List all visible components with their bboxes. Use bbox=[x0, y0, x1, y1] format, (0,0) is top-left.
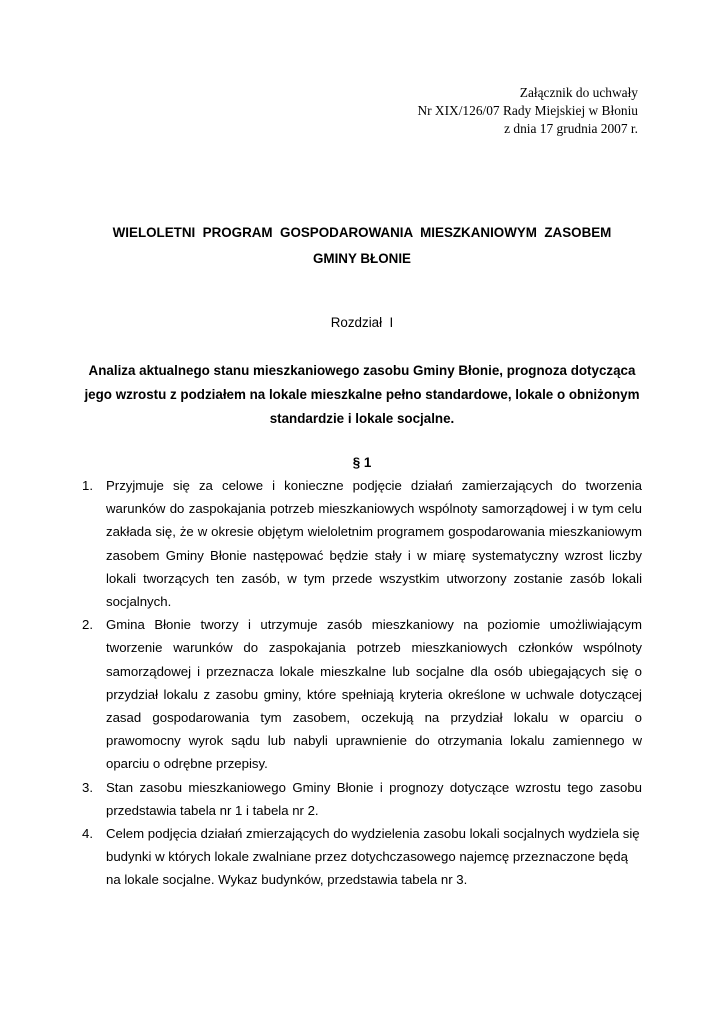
annex-line-1: Załącznik do uchwały bbox=[519, 85, 638, 100]
list-item-number: 3. bbox=[82, 779, 93, 795]
title-line-1: WIELOLETNI PROGRAM GOSPODAROWANIA MIESZKANIOWYM ZASOBEM bbox=[112, 225, 612, 240]
list-item bbox=[82, 776, 642, 822]
list-item-text: Stan zasobu mieszkaniowego Gminy Błonie i prognozy dotyczące wzrostu tego zasobu przedstawia tabela nr 1 i tabela nr 2. bbox=[106, 779, 642, 818]
numbered-list bbox=[82, 474, 642, 892]
annex-line-2: Nr XIX/126/07 Rady Miejskiej w Błoniu bbox=[417, 103, 638, 118]
annex-header bbox=[417, 84, 638, 138]
section-mark: § 1 bbox=[352, 455, 372, 470]
subtitle-line-3: standardzie i lokale socjalne. bbox=[269, 411, 455, 426]
list-item-number: 2. bbox=[82, 617, 93, 633]
list-item-number: 4. bbox=[82, 826, 93, 842]
document-title bbox=[0, 220, 724, 272]
list-item-text: Przyjmuje się za celowe i konieczne podjęcie działań zamierzających do tworzenia warunków do zaspokajania potrzeb mieszkaniowych wspólnoty samorządowej i w tym celu zakłada się, że w okresie objętym wieloletnim programem gospodarowania mieszkaniowym zasobem Gminy Błonie następować będzie stały i w miarę systematyczny wzrost liczby lokali tworzących ten zasób, w tym przede wszystkim utworzony zostanie zasób lokali socjalnych. bbox=[106, 478, 642, 610]
subtitle-line-1: Analiza aktualnego stanu mieszkaniowego zasobu Gminy Błonie, prognoza dotycząca bbox=[88, 363, 636, 378]
list-item-text: Celem podjęcia działań zmierzających do wydzielenia zasobu lokali socjalnych wydziela się budynki w których lokale zwalniane przez dotychczasowego najemcę przeznaczone będą na lokale socjalne. Wykaz budynków, przedstawia tabela nr 3. bbox=[106, 826, 640, 888]
subtitle-line-2: jego wzrostu z podziałem na lokale mieszkalne pełno standardowe, lokale o obniżonym bbox=[84, 387, 640, 402]
annex-line-3: z dnia 17 grudnia 2007 r. bbox=[504, 121, 638, 136]
list-item bbox=[82, 822, 642, 892]
list-item-number: 1. bbox=[82, 478, 93, 493]
chapter-subtitle bbox=[0, 359, 724, 431]
chapter-heading: Rozdział I bbox=[330, 315, 394, 330]
title-line-2: GMINY BŁONIE bbox=[313, 251, 411, 266]
list-item-text: Gmina Błonie tworzy i utrzymuje zasób mieszkaniowy na poziomie umożliwiającym tworzenie warunków do zaspokajania potrzeb mieszkaniowych członków wspólnoty samorządowej i przeznacza lokale mieszkalne lub socjalne dla osób ubiegających się o przydział lokalu z zasobu gminy, które spełniają kryteria określone w uchwale dotyczącej zasad gospodarowania tym zasobem, oczekują na przydział lokalu w oparciu o prawomocny wyrok sądu lub nabyli uprawnienie do otrzymania lokalu zamiennego w oparciu o odrębne przepisy. bbox=[106, 617, 642, 772]
list-item bbox=[82, 613, 642, 775]
list-item bbox=[82, 474, 642, 613]
